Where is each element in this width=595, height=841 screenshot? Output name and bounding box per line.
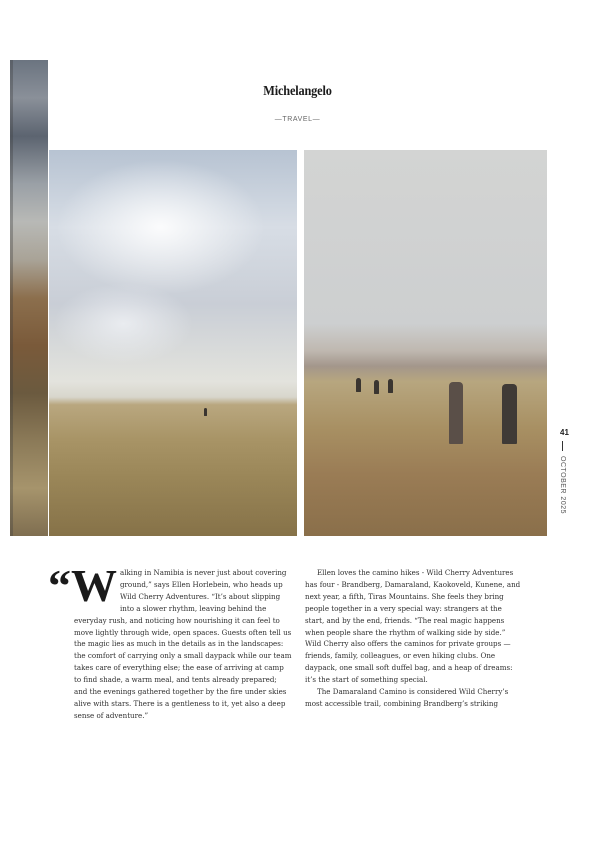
photo-hikers-trail: [304, 150, 547, 536]
article-paragraph: [48, 560, 292, 722]
page-number-rule: [562, 441, 563, 451]
hiker-figure: [374, 380, 379, 394]
article-paragraph: Ellen loves the camino hikes - Wild Cherry Adventures has four - Brandberg, Damaraland, Kaokoveld, Kunene, and next year, a fifth, Tiras Mountains. She feels they bring people together in a very special way: strangers at the start, and by the end, friends. “The real magic happens when people share the rhythm of walking side by side.” Wild Cherry also offers the caminos for private groups — friends, family, colleagues, or even hiking clubs. One daypack, one small soft duffel bag, and a heap of dreams: it’s the start of something special.: [305, 568, 521, 685]
edge-photo-strip: [10, 60, 48, 536]
article-text: alking in Namibia is never just about covering ground,” says Ellen Horlebein, who heads up Wild Cherry Adventures. “It’s about slipping into a slower rhythm, leaving behind the everyday rush, and noticing how nourishing it can feel to move lightly through wide, open spaces. Guests often tell us the magic lies as much in the details as in the landscapes: the comfort of carrying only a small daypack while our team takes care of everything else; the ease of arriving at camp to find shade, a warm meal, and tents already prepared; and the evenings gathered together by the fire under skies alive with stars. There is a gentleness to it, yet also a deep sense of adventure.”: [74, 568, 292, 720]
section-label: —TRAVEL—: [274, 116, 321, 123]
hiker-figure: [502, 384, 517, 444]
article-column-left: [48, 560, 292, 722]
page-number: 41: [560, 428, 569, 437]
hiker-figure: [388, 379, 393, 393]
drop-cap: “W: [48, 560, 117, 611]
photo-desert-sky: [49, 150, 297, 536]
article-paragraph: The Damaraland Camino is considered Wild Cherry’s most accessible trail, combining Brandberg’s striking: [305, 687, 509, 708]
hiker-figure: [356, 378, 361, 392]
masthead: Michelangelo: [263, 84, 332, 99]
distant-hiker: [204, 408, 207, 416]
hiker-figure: [449, 382, 463, 444]
article-column-right: [305, 567, 523, 710]
issue-date: OCTOBER 2025: [559, 456, 566, 515]
